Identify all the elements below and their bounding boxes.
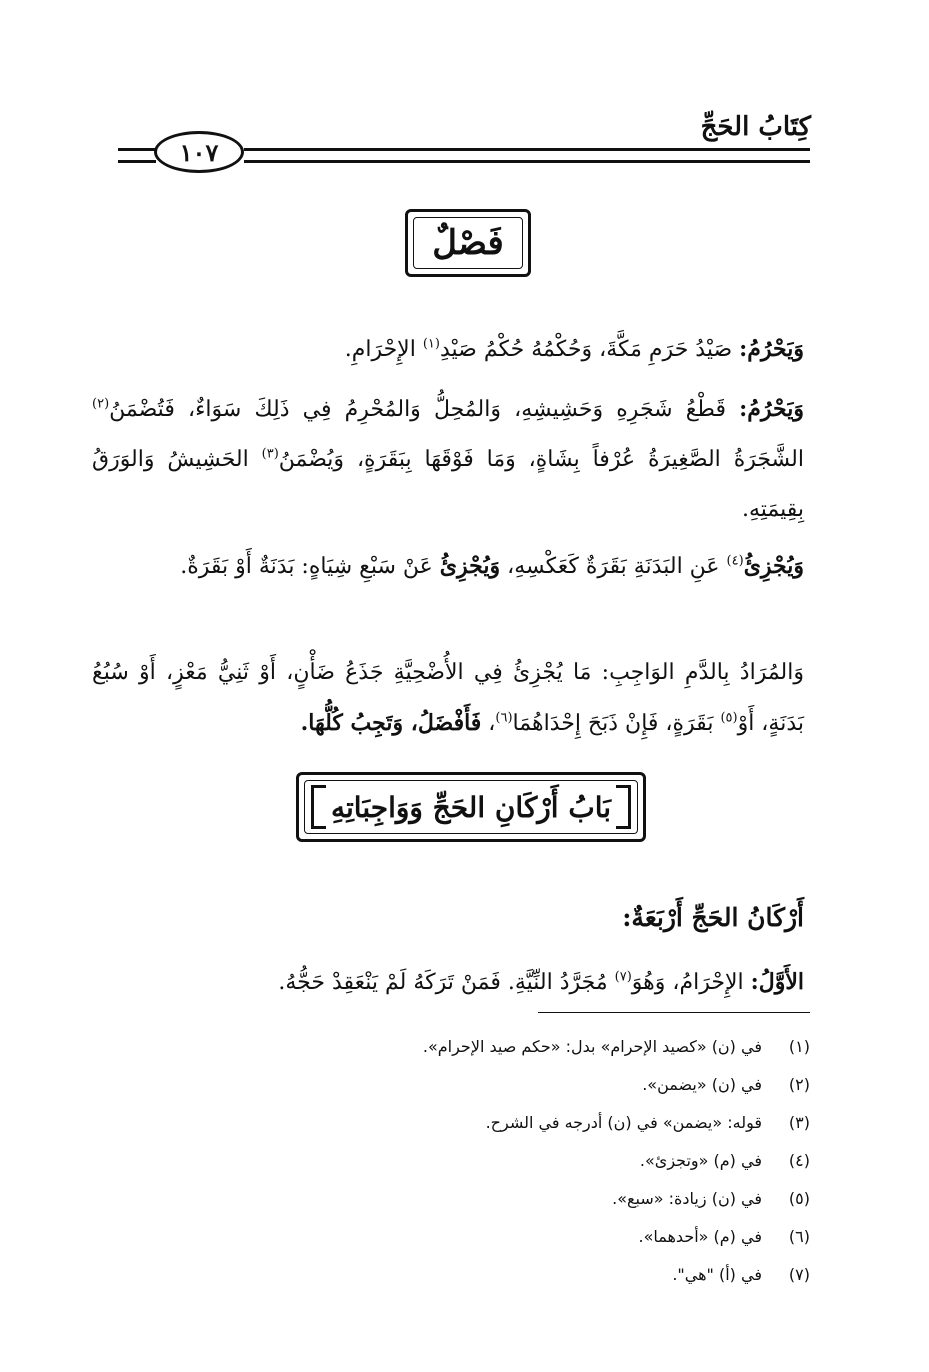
footnote-number: (٧) xyxy=(788,1265,810,1284)
footnote xyxy=(200,1180,810,1218)
section-heading: فَصْلٌ xyxy=(432,223,504,263)
text: عَنْ سَبْعِ شِيَاهٍ: بَدَنَةٌ أَوْ بَقَرَةٌ. xyxy=(180,554,440,579)
footnote xyxy=(200,1104,810,1142)
subheading-pillars: أَرْكَانُ الحَجِّ أَرْبَعَةٌ: xyxy=(622,903,804,932)
text: الشَّجَرَةُ الصَّغِيرَةُ عُرْفاً بِشَاةٍ، وَمَا فَوْقَهَا بِبَقَرَةٍ، وَيُضْمَنُ xyxy=(278,447,804,472)
paragraph-3 xyxy=(92,541,804,592)
footnote xyxy=(200,1028,810,1066)
footnote-ref: (٢) xyxy=(92,396,110,412)
footnote-ref: (٦) xyxy=(495,710,513,726)
footnote-separator xyxy=(538,1012,810,1013)
text: الإِحْرَامُ، وَهُوَ xyxy=(631,970,751,995)
bracket-right xyxy=(616,785,631,829)
footnote xyxy=(200,1142,810,1180)
text: قَطْعُ شَجَرِهِ وَحَشِيشِهِ، وَالمُحِلُّ وَالمُحْرِمُ فِي ذَلِكَ سَوَاءٌ، فَتُضْمَنُ xyxy=(109,397,740,422)
text: ، xyxy=(481,711,496,736)
footnote-text: في (أ) "هي". xyxy=(672,1265,762,1284)
keyword: الأَوَّلُ: xyxy=(750,969,804,995)
footnote-number: (٦) xyxy=(788,1227,810,1246)
footnote-text: في (ن) «كصيد الإحرام» بدل: «حكم صيد الإحرام». xyxy=(422,1037,762,1056)
header-rule-end xyxy=(118,148,156,163)
footnote-text: في (ن) زيادة: «سبع». xyxy=(612,1189,762,1208)
paragraph-4 xyxy=(92,648,804,749)
footnote-ref: (٣) xyxy=(261,446,279,462)
text: عَنِ البَدَنَةِ بَقَرَةٌ كَعَكْسِهِ، xyxy=(500,554,727,579)
footnote-ref: (١) xyxy=(422,336,440,352)
bracket-left xyxy=(311,785,326,829)
paragraph-2 xyxy=(92,384,804,535)
footnote xyxy=(200,1218,810,1256)
running-title: كِتَابُ الحَجِّ xyxy=(700,112,811,142)
footnote-ref: (٥) xyxy=(720,710,738,726)
footnote-number: (٤) xyxy=(788,1151,810,1170)
footnote-number: (٣) xyxy=(788,1113,810,1132)
paragraph-6 xyxy=(92,957,804,1008)
keyword: وَيُجْزِئُ xyxy=(743,553,804,579)
chapter-heading-frame xyxy=(296,772,646,842)
footnote-text: قوله: «يضمن» في (ن) أدرجه في الشرح. xyxy=(485,1113,762,1132)
header-rule xyxy=(244,148,810,163)
footnote-number: (٢) xyxy=(788,1075,810,1094)
keyword: وَيَحْرُمُ: xyxy=(739,336,804,362)
footnote xyxy=(200,1066,810,1104)
footnote-ref: (٤) xyxy=(726,553,744,569)
page-number-text: ١٠٧ xyxy=(179,137,219,167)
footnote-text: في (ن) «يضمن». xyxy=(642,1075,762,1094)
text: مُجَرَّدُ النِّيَّةِ. فَمَنْ تَرَكَهُ لَمْ يَنْعَقِدْ حَجُّهُ. xyxy=(278,970,615,995)
text: بَقَرَةٍ، فَإِنْ ذَبَحَ إِحْدَاهُمَا xyxy=(512,711,721,736)
section-heading-frame xyxy=(405,209,531,277)
text: الإِحْرَامِ. xyxy=(344,337,423,362)
text: الحَشِيشُ وَالوَرَقُ بِقِيمَتِهِ. xyxy=(92,447,804,522)
paragraph-1 xyxy=(92,324,804,375)
text: وَالمُرَادُ بِالدَّمِ الوَاجِبِ: مَا يُجْزِئُ فِي الأُضْحِيَّةِ جَذَعُ ضَأْنٍ، أَوْ ثَنِيُّ مَعْزٍ، أَوْ سُبُعُ بَدَنَةٍ، أَوْ xyxy=(92,660,804,736)
text: صَيْدُ حَرَمِ مَكَّةَ، وَحُكْمُهُ حُكْمُ صَيْدِ xyxy=(439,337,740,362)
footnotes xyxy=(200,1028,810,1294)
footnote-text: في (م) «أحدهما». xyxy=(638,1227,762,1246)
footnote-number: (٥) xyxy=(788,1189,810,1208)
footnote xyxy=(200,1256,810,1294)
footnote-number: (١) xyxy=(788,1037,810,1056)
keyword: فَأَفْضَلُ، وَتَجِبُ كُلُّهَا. xyxy=(300,710,482,736)
keyword: وَيُجْزِئُ xyxy=(439,553,501,579)
footnote-text: في (م) «وتجزئ». xyxy=(639,1151,762,1170)
keyword: وَيَحْرُمُ: xyxy=(739,396,804,422)
page-number xyxy=(154,131,244,173)
chapter-heading: بَابُ أَرْكَانِ الحَجِّ وَوَاجِبَاتِهِ xyxy=(330,790,612,824)
footnote-ref: (٧) xyxy=(614,969,632,985)
